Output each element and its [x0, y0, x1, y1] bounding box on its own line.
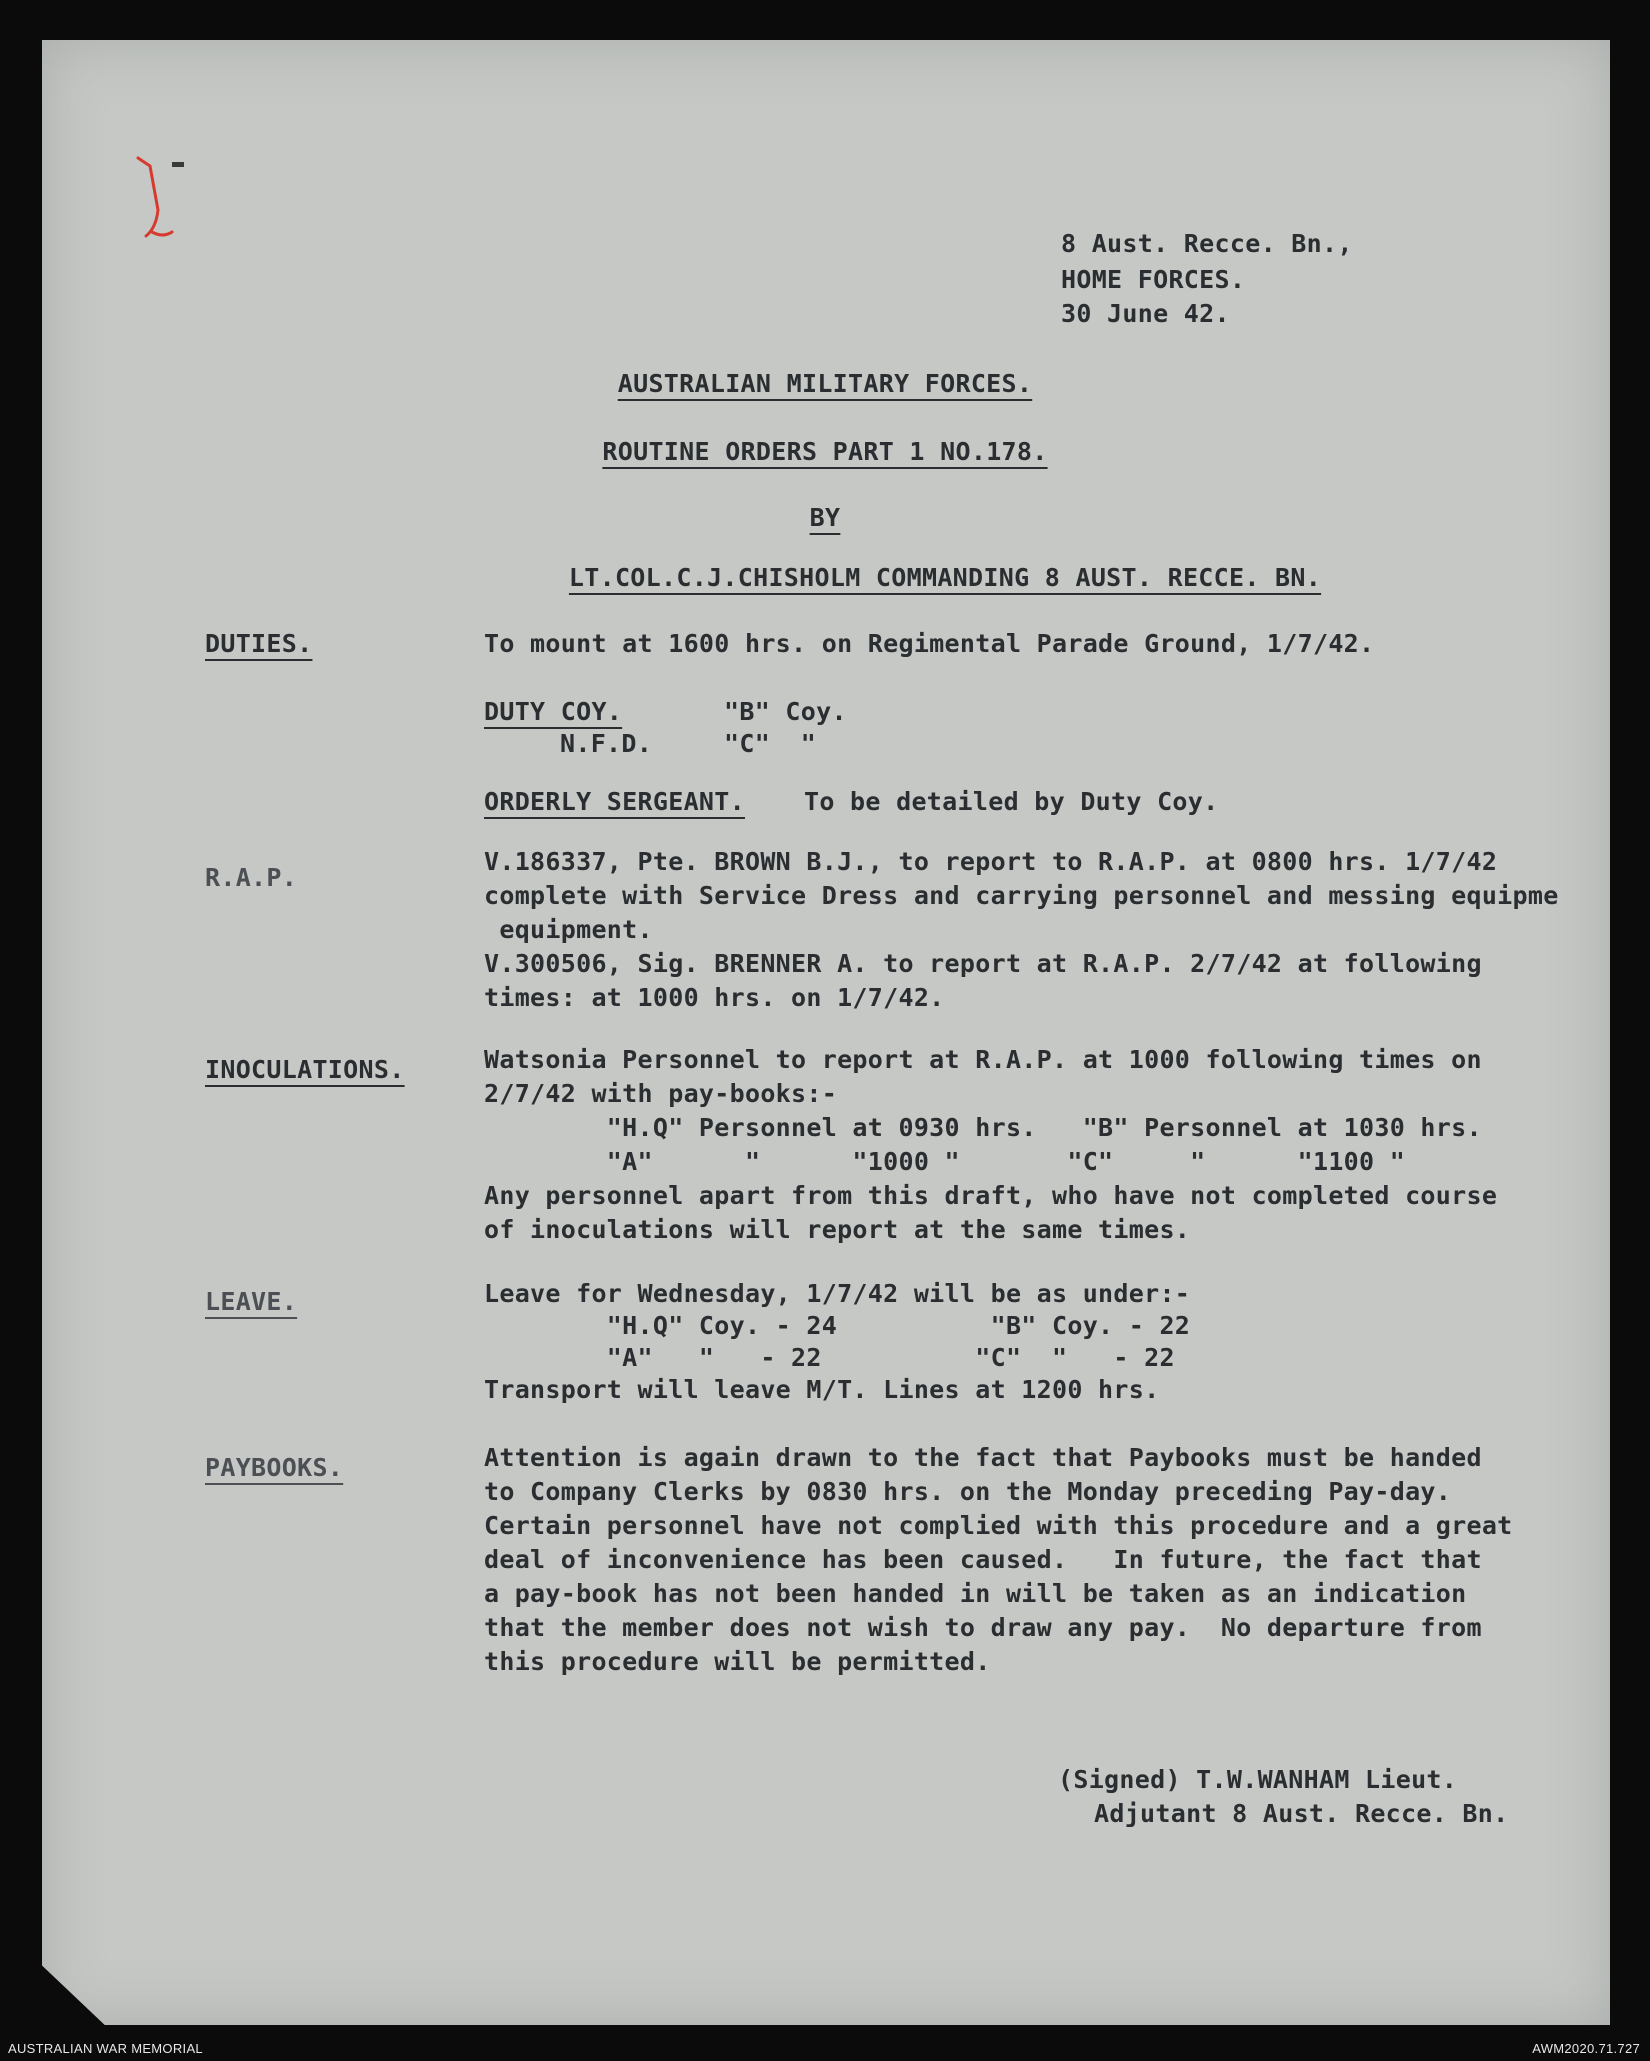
rap-line-3: equipment. — [484, 915, 653, 944]
footer-source: AUSTRALIAN WAR MEMORIAL — [8, 2041, 203, 2056]
leave-line-3: "A" " - 22 "C" " - 22 — [484, 1343, 1175, 1372]
title-line1: AUSTRALIAN MILITARY FORCES. — [617, 369, 1033, 398]
header-unit: 8 Aust. Recce. Bn., — [1061, 229, 1353, 258]
inoculations-line-4: "A" " "1000 " "C" " "1100 " — [484, 1147, 1406, 1176]
paybooks-line-3: Certain personnel have not complied with this procedure and a great — [484, 1511, 1513, 1540]
inoculations-line-2: 2/7/42 with pay-books:- — [484, 1079, 838, 1108]
leave-line-2: "H.Q" Coy. - 24 "B" Coy. - 22 — [484, 1311, 1191, 1340]
rap-line-5: times: at 1000 hrs. on 1/7/42. — [484, 983, 945, 1012]
duty-coy-value: "B" Coy. — [724, 697, 847, 726]
rap-line-2: complete with Service Dress and carrying personnel and messing equipme — [484, 881, 1559, 910]
signature-line1: (Signed) T.W.WANHAM Lieut. — [1058, 1765, 1458, 1794]
red-pencil-mark-stroke — [138, 158, 172, 236]
title-by: BY — [809, 503, 841, 532]
inoculations-line-1: Watsonia Personnel to report at R.A.P. at 1000 following times on — [484, 1045, 1482, 1074]
paybooks-line-4: deal of inconvenience has been caused. In future, the fact that — [484, 1545, 1482, 1574]
paybooks-line-6: that the member does not wish to draw any pay. No departure from — [484, 1613, 1482, 1642]
inoculations-line-5: Any personnel apart from this draft, who have not completed course — [484, 1181, 1498, 1210]
title-line2: ROUTINE ORDERS PART 1 NO.178. — [602, 437, 1048, 466]
paybooks-line-5: a pay-book has not been handed in will be taken as an indication — [484, 1579, 1467, 1608]
header-command: HOME FORCES. — [1061, 265, 1246, 294]
document-page — [42, 40, 1610, 2025]
rap-label: R.A.P. — [205, 863, 298, 892]
duties-text: To mount at 1600 hrs. on Regimental Parade Ground, 1/7/42. — [484, 629, 1375, 658]
duty-coy-label: DUTY COY. — [484, 697, 623, 726]
rap-line-1: V.186337, Pte. BROWN B.J., to report to R.A.P. at 0800 hrs. 1/7/42 — [484, 847, 1498, 876]
inoculations-label: INOCULATIONS. — [205, 1055, 405, 1084]
paybooks-line-2: to Company Clerks by 0830 hrs. on the Monday preceding Pay-day. — [484, 1477, 1452, 1506]
title-commander: LT.COL.C.J.CHISHOLM COMMANDING 8 AUST. RECCE. BN. — [568, 563, 1322, 592]
footer-accession: AWM2020.71.727 — [1532, 2041, 1640, 2056]
leave-line-4: Transport will leave M/T. Lines at 1200 hrs. — [484, 1375, 1160, 1404]
orderly-label: ORDERLY SERGEANT. — [484, 787, 745, 816]
red-pencil-mark-icon — [128, 140, 188, 250]
inoculations-line-6: of inoculations will report at the same times. — [484, 1215, 1191, 1244]
orderly-value: To be detailed by Duty Coy. — [804, 787, 1219, 816]
duties-label: DUTIES. — [205, 629, 313, 658]
signature-line2: Adjutant 8 Aust. Recce. Bn. — [1094, 1799, 1509, 1828]
nfd-label: N.F.D. — [560, 729, 653, 758]
header-date: 30 June 42. — [1061, 299, 1230, 328]
leave-line-1: Leave for Wednesday, 1/7/42 will be as under:- — [484, 1279, 1191, 1308]
paybooks-line-7: this procedure will be permitted. — [484, 1647, 991, 1676]
rap-line-4: V.300506, Sig. BRENNER A. to report at R.A.P. 2/7/42 at following — [484, 949, 1482, 978]
inoculations-line-3: "H.Q" Personnel at 0930 hrs. "B" Personnel at 1030 hrs. — [484, 1113, 1482, 1142]
nfd-value: "C" " — [724, 729, 817, 758]
leave-label: LEAVE. — [205, 1287, 298, 1316]
dash-mark — [172, 162, 184, 167]
paybooks-line-1: Attention is again drawn to the fact that Paybooks must be handed — [484, 1443, 1482, 1472]
paybooks-label: PAYBOOKS. — [205, 1453, 344, 1482]
